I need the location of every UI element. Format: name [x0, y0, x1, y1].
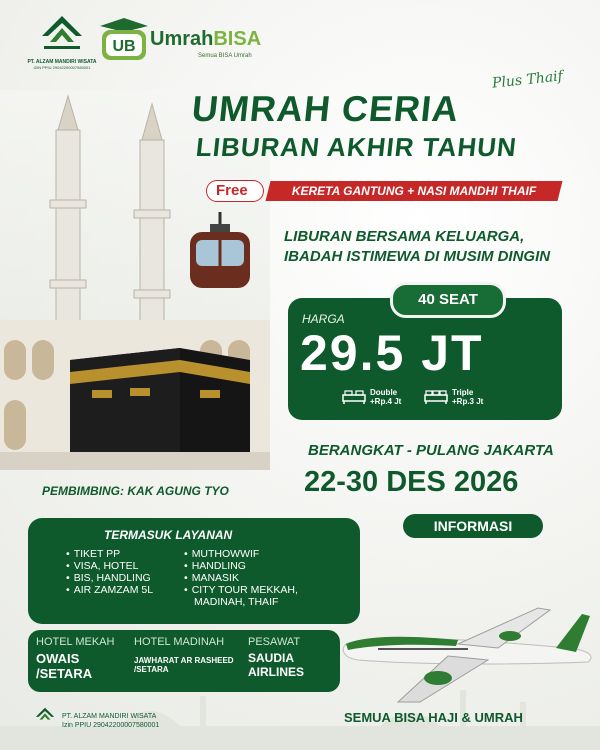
free-label: Free	[216, 182, 248, 199]
main-subtitle: LIBURAN AKHIR TAHUN	[194, 132, 519, 162]
umrahbisa-wordmark	[150, 28, 261, 51]
alzam-logo	[22, 14, 102, 71]
footer-tagline: SEMUA BISA HAJI & UMRAH	[344, 710, 523, 725]
services-title: TERMASUK LAYANAN	[104, 528, 233, 542]
double-bed-icon	[342, 389, 366, 405]
free-bar	[266, 181, 563, 201]
services-list-right	[184, 548, 298, 608]
hotel-mekah	[36, 636, 114, 681]
double-room-option	[342, 388, 401, 406]
footer-logo-icon	[34, 706, 56, 726]
service-item: • AIR ZAMZAM 5L	[66, 584, 153, 596]
hotel-madinah	[134, 636, 234, 674]
seat-badge: 40 SEAT	[390, 282, 506, 318]
footer-company	[62, 712, 159, 730]
double-label: Double	[370, 388, 398, 397]
service-item-continued: MADINAH, THAIF	[194, 596, 279, 608]
tagline-line-1: LIBURAN BERSAMA KELUARGA,	[284, 228, 525, 245]
triple-room-option	[424, 388, 483, 406]
hotel-madinah-label: HOTEL MADINAH	[134, 636, 225, 648]
ub-badge-icon	[94, 16, 154, 66]
footer-company-name: PT. ALZAM MANDIRI WISATA	[62, 713, 157, 720]
price-value: 29.5 JT	[300, 325, 484, 381]
umrahbisa-tagline: Semua BISA Umrah	[198, 53, 252, 59]
triple-bed-icon	[424, 389, 448, 405]
service-item: • TIKET PP	[66, 548, 153, 560]
service-item: • VISA, HOTEL	[66, 560, 153, 572]
ub-initials: UB	[112, 38, 136, 55]
price-label: HARGA	[302, 312, 345, 326]
triple-price: +Rp.3 Jt	[452, 397, 484, 406]
mosque-logo-icon	[38, 14, 86, 54]
guide-text: PEMBIMBING: KAK AGUNG TYO	[42, 484, 229, 498]
airline-label: PESAWAT	[248, 636, 301, 648]
main-title: UMRAH CERIA	[189, 88, 462, 129]
route-text: BERANGKAT - PULANG JAKARTA	[308, 442, 554, 459]
umrah-word: Umrah	[150, 28, 214, 50]
service-item: • CITY TOUR MEKKAH,	[184, 584, 298, 596]
free-badge	[206, 180, 264, 202]
airline	[248, 636, 304, 679]
service-item: • BIS, HANDLING	[66, 572, 153, 584]
hotel-mekah-label: HOTEL MEKAH	[36, 636, 115, 648]
plus-thaif-label: Plus Thaif	[491, 68, 564, 92]
airline-name-1: SAUDIA	[248, 651, 295, 665]
footer-license: Izin PPIU 29042200007580001	[62, 722, 160, 729]
informasi-button[interactable]: INFORMASI	[403, 514, 543, 538]
alzam-company-name: PT. ALZAM MANDIRI WISATA	[27, 59, 97, 65]
service-item: • HANDLING	[184, 560, 298, 572]
free-text: KERETA GANTUNG + NASI MANDHI THAIF	[291, 184, 537, 198]
service-item: • MANASIK	[184, 572, 298, 584]
umrahbisa-logo	[94, 16, 294, 66]
hotel-madinah-name: JAWHARAT AR RASHEED	[134, 656, 234, 665]
hotel-madinah-equiv: /SETARA	[134, 665, 169, 674]
cable-car-icon	[184, 212, 256, 292]
trip-dates: 22-30 DES 2026	[304, 466, 519, 498]
airline-name-2: AIRLINES	[248, 665, 305, 679]
hotel-mekah-name: OWAIS	[36, 651, 80, 666]
bisa-word: BISA	[213, 28, 262, 50]
service-item: • MUTHOWWIF	[184, 548, 298, 560]
double-price: +Rp.4 Jt	[370, 397, 402, 406]
triple-label: Triple	[452, 388, 474, 397]
tagline-line-2: IBADAH ISTIMEWA DI MUSIM DINGIN	[284, 248, 551, 265]
alzam-license-small: IZIN PPIU 29042200007580001	[33, 65, 91, 70]
services-list-left	[66, 548, 153, 596]
hotel-mekah-equiv: /SETARA	[36, 666, 93, 681]
